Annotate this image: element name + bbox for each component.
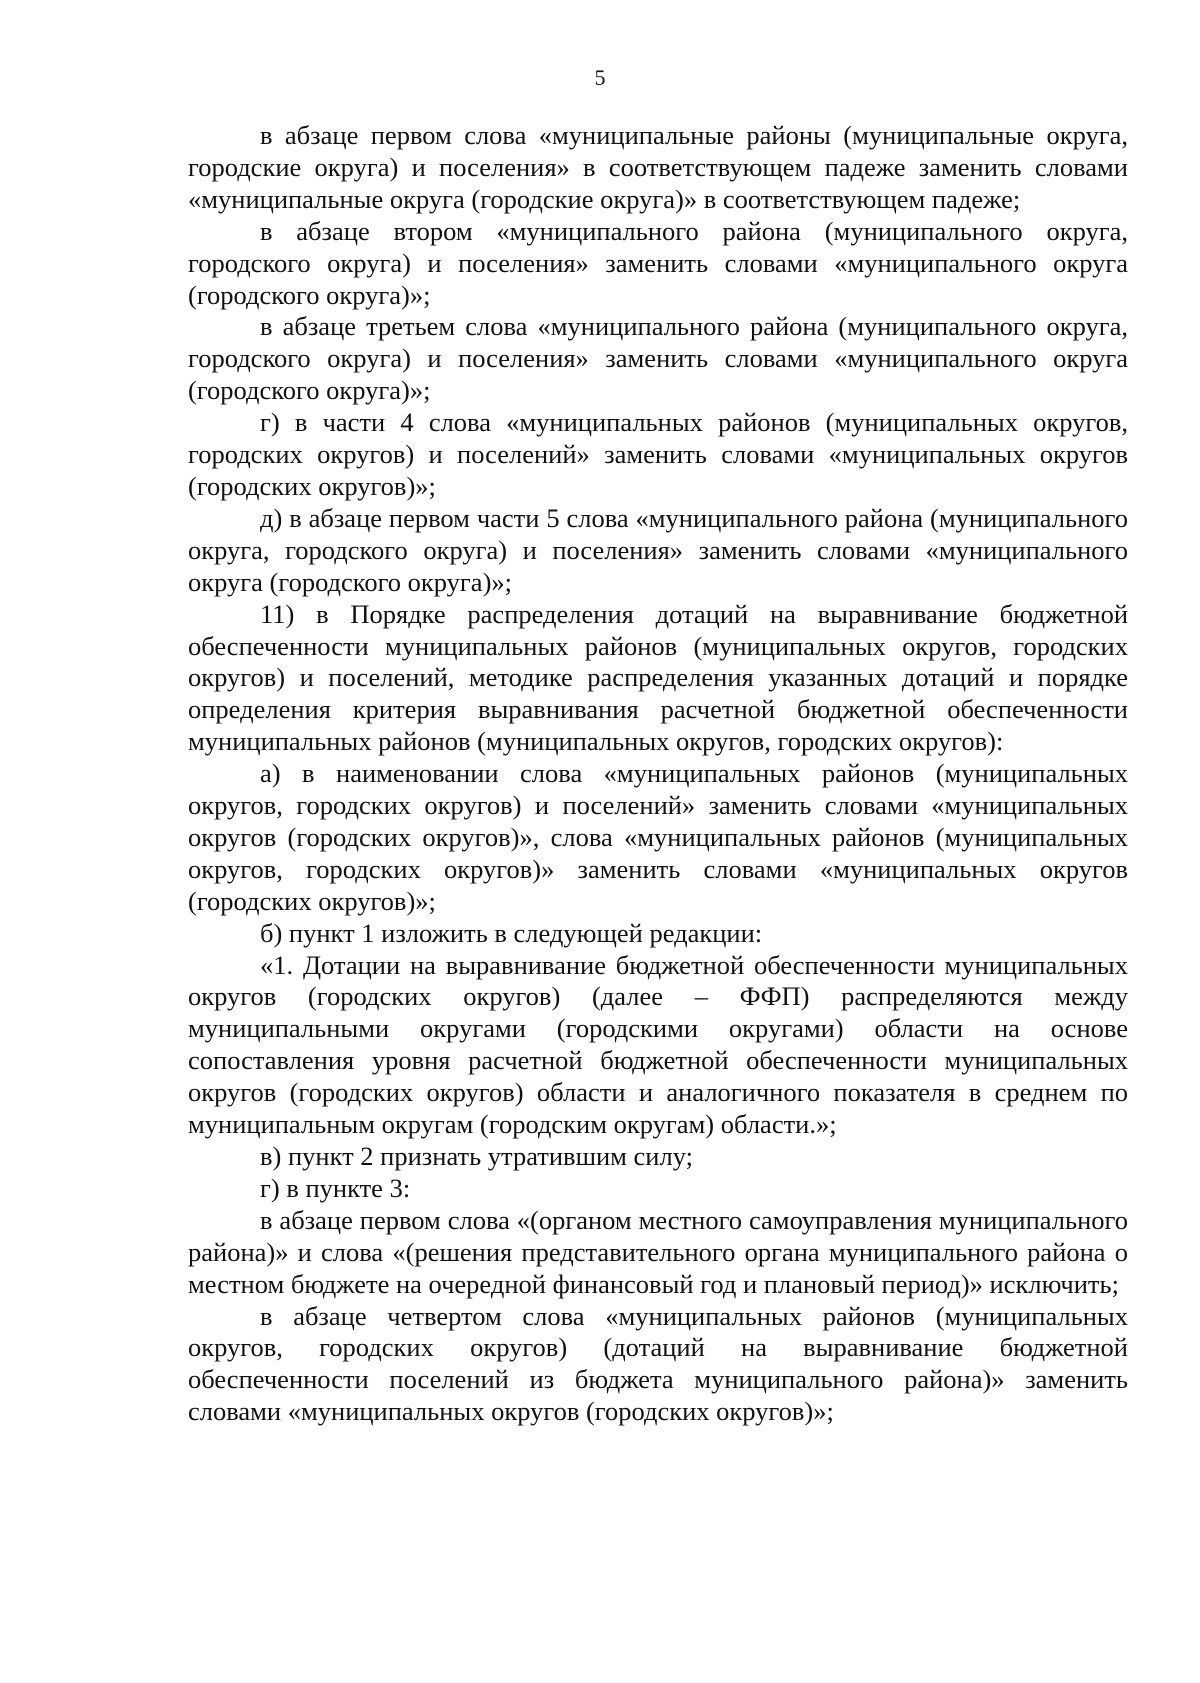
paragraph: г) в части 4 слова «муниципальных районов (муниципальных округов, городских округов) и поселений» заменить словами «муниципальных округов (городских округов)»; [188,407,1128,501]
paragraph: в) пункт 2 признать утратившим силу; [260,1141,693,1171]
paragraph: «1. Дотации на выравнивание бюджетной обеспеченности муниципальных округов (городских округов) (далее – ФФП) распределяются между муниципальными округами (городскими округами) области на основе сопоставления уровня расчетной бюджетной обеспеченности муниципальных округов (городских округов) области и аналогичного показателя в среднем по муниципальным округам (городским округам) области.»; [188,949,1128,1140]
page-number: 5 [594,65,606,90]
paragraph: в абзаце третьем слова «муниципального района (муниципального округа, городского округа) и поселения» заменить словами «муниципального округа (городского округа)»; [188,311,1128,406]
paragraph: в абзаце первом слова «муниципальные районы (муниципальные округа, городские округа) и поселения» в соответствующем падеже заменить словами «муниципальные округа (городские округа)» в соответствующем падеже; [188,120,1128,214]
paragraph: г) в пункте 3: [260,1172,411,1203]
paragraph: д) в абзаце первом части 5 слова «муниципального района (муниципального округа, городского округа) и поселения» заменить словами «муниципального округа (городского округа)»; [188,502,1128,597]
paragraph: 11) в Порядке распределения дотаций на выравнивание бюджетной обеспеченности муниципальных районов (муниципальных округов, городских округов) и поселений, методике распределения указанных дотаций и порядке определения критерия выравнивания расчетной бюджетной обеспеченности муниципальных районов (муниципальных округов, городских округов): [188,598,1128,757]
document-body [188,120,1128,1428]
paragraph: в абзаце четвертом слова «муниципальных районов (муниципальных округов, городских округов) (дотаций на выравнивание бюджетной обеспеченности поселений из бюджета муниципального района)» заменить словами «муниципальных округов (городских округов)»; [188,1300,1128,1427]
paragraph: в абзаце первом слова «(органом местного самоуправления муниципального района)» и слова «(решения представительного органа муниципального района о местном бюджете на очередной финансовый год и плановый период)» исключить; [188,1204,1128,1299]
paragraph: в абзаце втором «муниципального района (муниципального округа, городского округа) и поселения» заменить словами «муниципального округа (городского округа)»; [188,215,1128,310]
paragraph: б) пункт 1 изложить в следующей редакции: [260,917,763,948]
paragraph: а) в наименовании слова «муниципальных районов (муниципальных округов, городских округов) и поселений» заменить словами «муниципальных округов (городских округов)», слова «муниципальных районов (муниципальных округов, городских округов)» заменить словами «муниципальных округов (городских округов)»; [188,758,1128,916]
